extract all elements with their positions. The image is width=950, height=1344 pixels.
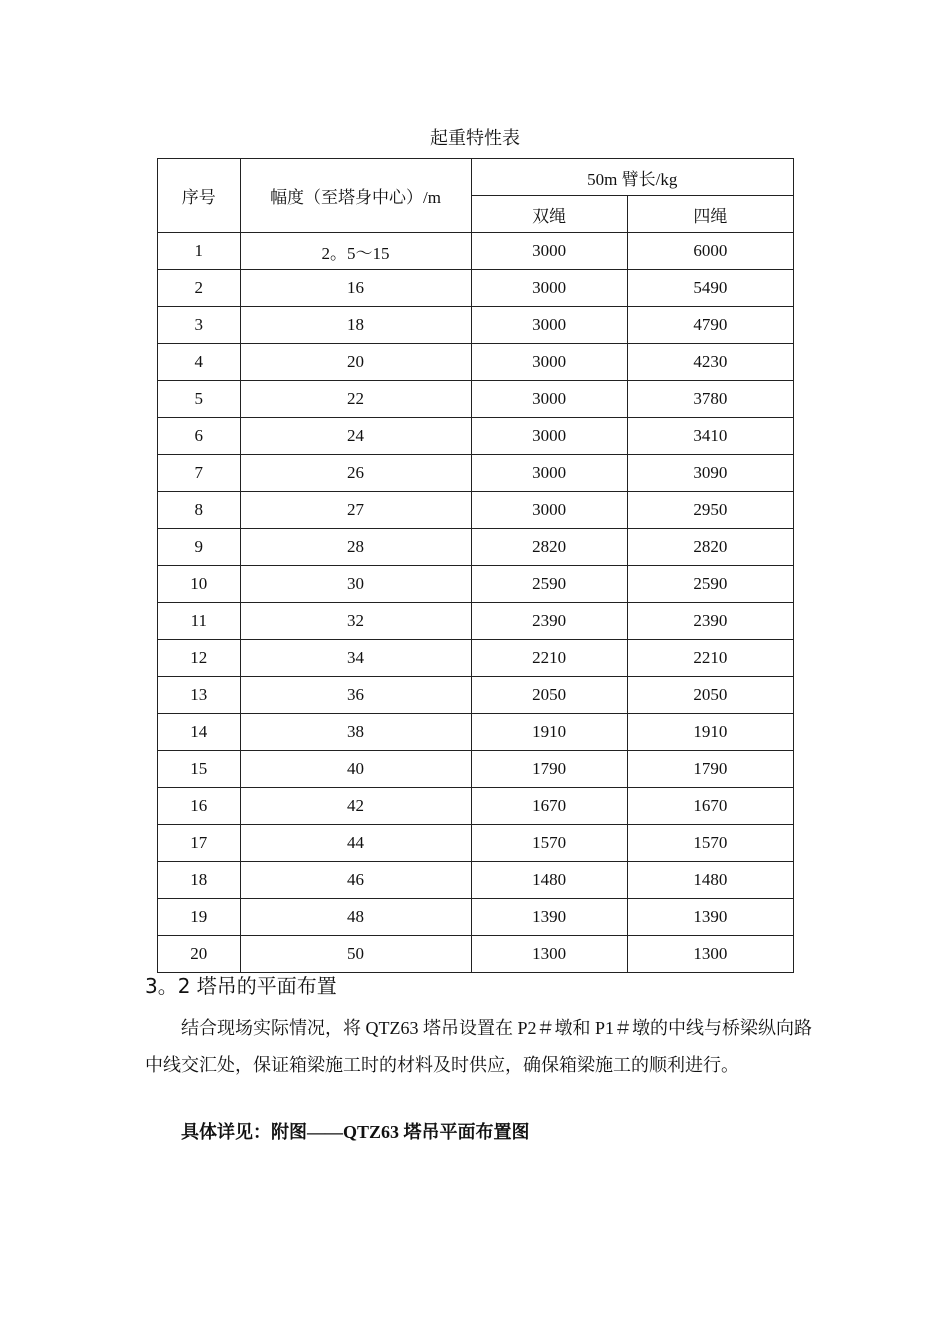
cell-double-rope: 1300 [471, 936, 627, 973]
table-row [158, 344, 794, 381]
cell-quad-rope: 2210 [627, 640, 793, 677]
table-row [158, 714, 794, 751]
cell-quad-rope: 1670 [627, 788, 793, 825]
cell-seq: 8 [158, 492, 241, 529]
cell-double-rope: 3000 [471, 418, 627, 455]
header-double-rope: 双绳 [471, 196, 627, 233]
cell-seq: 1 [158, 233, 241, 270]
table-header-row [158, 159, 794, 196]
cell-range: 18 [240, 307, 471, 344]
cell-range: 44 [240, 825, 471, 862]
table-row [158, 936, 794, 973]
cell-seq: 14 [158, 714, 241, 751]
table-row [158, 529, 794, 566]
appendix-note: 具体详见：附图——QTZ63 塔吊平面布置图 [181, 1122, 530, 1142]
cell-quad-rope: 4230 [627, 344, 793, 381]
header-range: 幅度（至塔身中心）/m [240, 159, 471, 233]
cell-double-rope: 1910 [471, 714, 627, 751]
cell-quad-rope: 2050 [627, 677, 793, 714]
cell-quad-rope: 1390 [627, 899, 793, 936]
cell-quad-rope: 2950 [627, 492, 793, 529]
cell-double-rope: 3000 [471, 344, 627, 381]
cell-seq: 13 [158, 677, 241, 714]
cell-double-rope: 3000 [471, 381, 627, 418]
cell-double-rope: 2390 [471, 603, 627, 640]
table-row [158, 788, 794, 825]
cell-range: 32 [240, 603, 471, 640]
cell-double-rope: 2820 [471, 529, 627, 566]
cell-quad-rope: 3090 [627, 455, 793, 492]
cell-seq: 19 [158, 899, 241, 936]
cell-seq: 5 [158, 381, 241, 418]
cell-quad-rope: 3410 [627, 418, 793, 455]
cell-double-rope: 1480 [471, 862, 627, 899]
cell-double-rope: 3000 [471, 233, 627, 270]
cell-quad-rope: 1480 [627, 862, 793, 899]
cell-quad-rope: 1570 [627, 825, 793, 862]
cell-range: 50 [240, 936, 471, 973]
cell-double-rope: 3000 [471, 455, 627, 492]
table-row [158, 751, 794, 788]
cell-quad-rope: 1910 [627, 714, 793, 751]
cell-seq: 4 [158, 344, 241, 381]
lifting-capacity-table [157, 158, 794, 973]
cell-double-rope: 3000 [471, 307, 627, 344]
cell-range: 26 [240, 455, 471, 492]
cell-quad-rope: 2590 [627, 566, 793, 603]
table-row [158, 566, 794, 603]
header-quad-rope: 四绳 [627, 196, 793, 233]
cell-seq: 17 [158, 825, 241, 862]
table-row [158, 899, 794, 936]
cell-double-rope: 1670 [471, 788, 627, 825]
table-caption: 起重特性表 [430, 128, 520, 148]
cell-seq: 10 [158, 566, 241, 603]
cell-seq: 11 [158, 603, 241, 640]
cell-range: 38 [240, 714, 471, 751]
cell-quad-rope: 2820 [627, 529, 793, 566]
cell-range: 27 [240, 492, 471, 529]
table-row [158, 825, 794, 862]
table-row [158, 307, 794, 344]
cell-range: 20 [240, 344, 471, 381]
table-row [158, 270, 794, 307]
cell-range: 34 [240, 640, 471, 677]
cell-quad-rope: 2390 [627, 603, 793, 640]
cell-range: 36 [240, 677, 471, 714]
table-row [158, 677, 794, 714]
cell-double-rope: 3000 [471, 492, 627, 529]
cell-quad-rope: 1300 [627, 936, 793, 973]
cell-double-rope: 2590 [471, 566, 627, 603]
table-row [158, 603, 794, 640]
cell-range: 2。5～15 [240, 233, 471, 270]
cell-range: 46 [240, 862, 471, 899]
cell-seq: 18 [158, 862, 241, 899]
cell-range: 30 [240, 566, 471, 603]
body-paragraph: 结合现场实际情况，将 QTZ63 塔吊设置在 P2＃墩和 P1＃墩的中线与桥梁纵向路中线交汇处，保证箱梁施工时的材料及时供应，确保箱梁施工的顺利进行。 [145, 1018, 813, 1075]
cell-double-rope: 2210 [471, 640, 627, 677]
cell-quad-rope: 5490 [627, 270, 793, 307]
header-boom-group: 50m 臂长/kg [471, 159, 794, 196]
table-row [158, 640, 794, 677]
cell-seq: 2 [158, 270, 241, 307]
cell-range: 22 [240, 381, 471, 418]
cell-quad-rope: 6000 [627, 233, 793, 270]
cell-double-rope: 1790 [471, 751, 627, 788]
table-row [158, 862, 794, 899]
cell-seq: 20 [158, 936, 241, 973]
cell-double-rope: 2050 [471, 677, 627, 714]
cell-seq: 7 [158, 455, 241, 492]
cell-seq: 6 [158, 418, 241, 455]
cell-range: 28 [240, 529, 471, 566]
cell-seq: 9 [158, 529, 241, 566]
table-row [158, 455, 794, 492]
table-row [158, 418, 794, 455]
cell-quad-rope: 4790 [627, 307, 793, 344]
cell-range: 42 [240, 788, 471, 825]
table-row [158, 233, 794, 270]
cell-range: 48 [240, 899, 471, 936]
cell-quad-rope: 1790 [627, 751, 793, 788]
cell-seq: 16 [158, 788, 241, 825]
cell-quad-rope: 3780 [627, 381, 793, 418]
table-row [158, 492, 794, 529]
cell-double-rope: 1390 [471, 899, 627, 936]
cell-seq: 12 [158, 640, 241, 677]
cell-seq: 15 [158, 751, 241, 788]
cell-range: 16 [240, 270, 471, 307]
header-seq: 序号 [158, 159, 241, 233]
cell-double-rope: 3000 [471, 270, 627, 307]
cell-seq: 3 [158, 307, 241, 344]
cell-double-rope: 1570 [471, 825, 627, 862]
cell-range: 24 [240, 418, 471, 455]
section-title: 3。2 塔吊的平面布置 [145, 974, 337, 998]
table-row [158, 381, 794, 418]
cell-range: 40 [240, 751, 471, 788]
